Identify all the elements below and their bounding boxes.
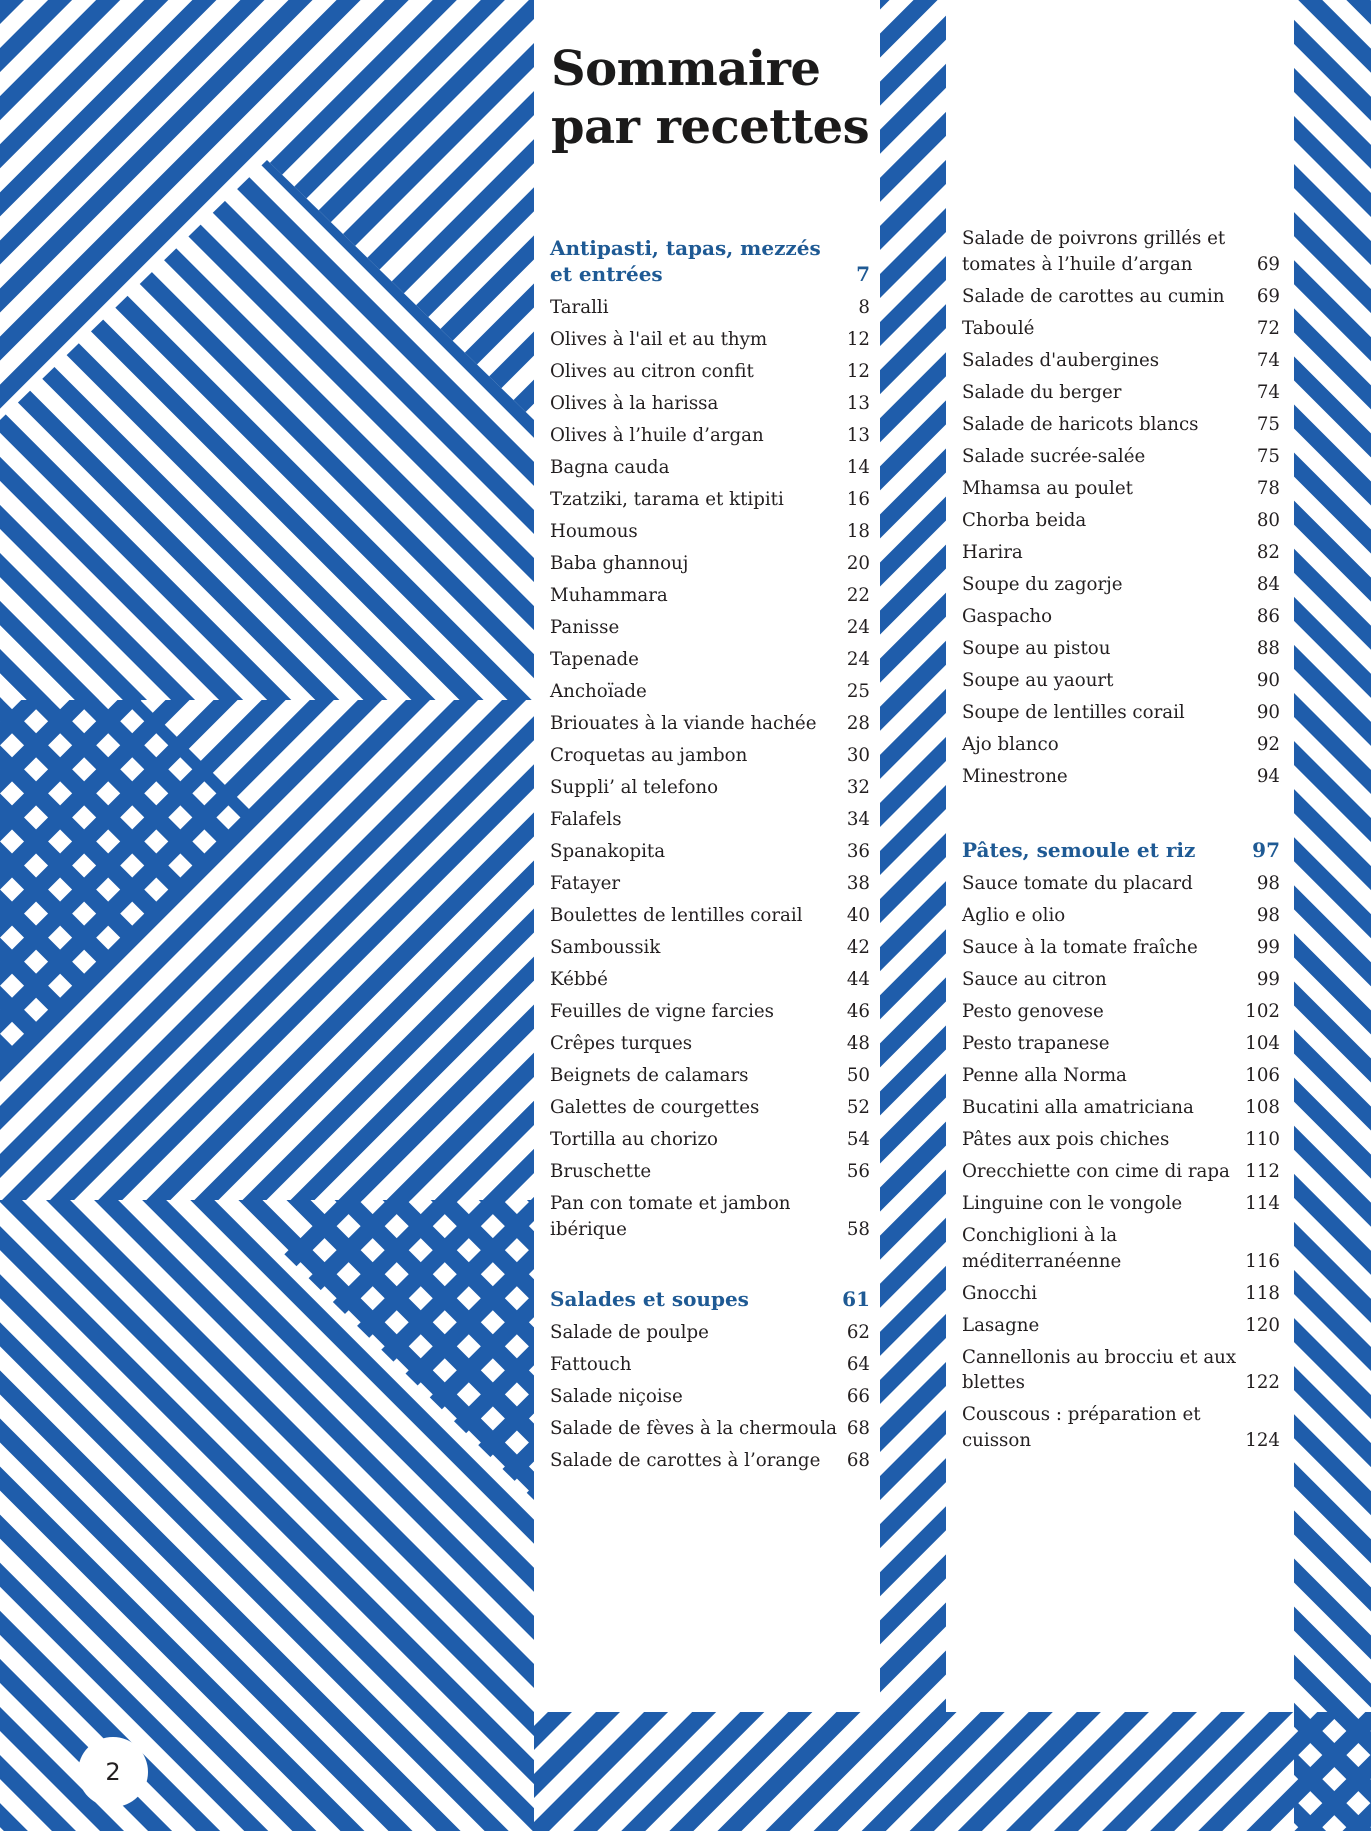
toc-entry-title: Fattouch [550,1354,632,1375]
toc-entry-title: Sauce au citron [962,969,1107,990]
toc-entry-page: 52 [846,1097,870,1118]
toc-entry-page: 46 [846,1001,870,1022]
toc-entry-page: 50 [846,1065,870,1086]
toc-entry-page: 14 [846,457,870,478]
toc-entry[interactable] [962,1127,1280,1153]
toc-entry-title: Samboussik [550,937,661,958]
toc-entry-title: Tapenade [550,649,639,670]
toc-entry[interactable] [962,572,1280,598]
toc-entry-page: 38 [846,873,870,894]
toc-entry-page: 92 [1256,733,1280,755]
toc-entry[interactable] [550,647,870,673]
title-line-2: par recettes [551,99,870,155]
toc-entry-title: Salade niçoise [550,1386,683,1407]
toc-entry-title: Cannellonis au brocciu et aux blettes [962,1346,1237,1393]
toc-entry[interactable] [550,743,870,769]
toc-entry-title: Olives à l’huile d’argan [550,425,764,446]
toc-entry-page: 118 [1245,1282,1280,1304]
toc-entry-page: 114 [1245,1193,1280,1214]
toc-entry-page: 98 [1256,873,1280,894]
toc-entry[interactable] [962,1281,1280,1307]
toc-entry[interactable] [550,1191,870,1242]
page-number-badge [78,1737,148,1807]
toc-entry-title: Salade de carottes au cumin [962,285,1225,307]
toc-entry-page: 42 [846,937,870,958]
toc-entry[interactable] [962,903,1280,929]
toc-entry-page: 12 [846,329,870,350]
toc-entry-page: 56 [846,1161,870,1182]
toc-entry-page: 68 [846,1450,870,1471]
salades-items [550,1320,870,1474]
toc-entry[interactable] [962,871,1280,897]
toc-entry-title: Crêpes turques [550,1033,693,1054]
toc-entry[interactable] [550,839,870,865]
toc-entry-page: 98 [1256,905,1280,926]
toc-entry-title: Briouates à la viande hachée [550,713,817,734]
toc-entry[interactable] [962,412,1280,438]
toc-entry[interactable] [550,775,870,801]
toc-entry-page: 74 [1256,349,1280,371]
page-title [551,40,881,156]
toc-entry[interactable] [962,476,1280,502]
toc-entry-page: 44 [846,969,870,990]
toc-entry-title: Gnocchi [962,1282,1038,1304]
toc-entry-title: Feuilles de vigne farcies [550,1001,774,1022]
toc-entry[interactable] [962,967,1280,993]
toc-entry-title: Salade sucrée-salée [962,445,1146,467]
toc-entry[interactable] [550,327,870,353]
toc-entry-page: 99 [1256,937,1280,958]
toc-entry-title: Muhammara [550,585,668,606]
toc-entry-title: Salade du berger [962,381,1122,403]
toc-entry-title: Tzatziki, tarama et ktipiti [550,489,784,510]
toc-entry-title: Sauce tomate du placard [962,873,1193,894]
toc-entry-title: Falafels [550,809,622,830]
toc-entry-title: Olives à la harissa [550,393,719,414]
left-toc-list [550,235,870,1480]
toc-entry[interactable] [962,284,1280,310]
toc-entry-page: 108 [1245,1097,1280,1118]
toc-entry-title: Minestrone [962,765,1068,787]
toc-entry-page: 122 [1245,1372,1280,1393]
toc-entry-page: 24 [846,649,870,670]
toc-entry[interactable] [962,636,1280,662]
toc-entry[interactable] [550,1448,870,1474]
toc-entry[interactable] [962,1031,1280,1057]
toc-entry[interactable] [550,1095,870,1121]
toc-entry-title: Bagna cauda [550,457,670,478]
toc-entry-page: 22 [846,585,870,606]
toc-entry[interactable] [550,519,870,545]
toc-entry-title: Mhamsa au poulet [962,477,1133,499]
toc-entry-page: 106 [1245,1065,1280,1086]
toc-entry[interactable] [550,871,870,897]
toc-entry-title: Galettes de courgettes [550,1097,760,1118]
toc-entry-page: 74 [1256,381,1280,403]
toc-entry[interactable] [550,1352,870,1378]
toc-entry-title: Pesto trapanese [962,1033,1110,1054]
toc-entry[interactable] [550,487,870,513]
toc-entry[interactable] [550,1320,870,1346]
toc-entry[interactable] [550,967,870,993]
toc-entry-title: Kébbé [550,969,608,990]
toc-entry-page: 72 [1256,317,1280,339]
toc-entry[interactable] [550,1384,870,1410]
toc-entry-page: 58 [846,1218,870,1240]
toc-entry-page: 30 [846,745,870,766]
toc-entry-title: Boulettes de lentilles corail [550,905,803,926]
toc-entry[interactable] [550,455,870,481]
toc-entry-page: 68 [846,1418,870,1439]
toc-entry-page: 20 [846,553,870,574]
toc-entry-title: Soupe du zagorje [962,573,1123,595]
toc-entry-title: Fatayer [550,873,621,894]
toc-entry[interactable] [550,807,870,833]
toc-entry[interactable] [550,295,870,321]
toc-entry-page: 13 [846,393,870,414]
toc-entry-page: 90 [1256,701,1280,723]
toc-entry-page: 24 [846,617,870,638]
toc-entry-title: Orecchiette con cime di rapa [962,1161,1230,1182]
toc-entry-title: Taralli [550,297,609,318]
toc-entry-page: 13 [846,425,870,446]
toc-entry[interactable] [962,316,1280,342]
toc-entry-page: 116 [1245,1250,1280,1272]
toc-entry-title: Gaspacho [962,605,1053,627]
toc-entry-title: Conchiglioni à la méditerranéenne [962,1225,1122,1272]
toc-entry[interactable] [550,615,870,641]
section-title-line-1: Antipasti, tapas, mezzés [550,236,821,260]
toc-entry-title: Bruschette [550,1161,652,1182]
toc-entry-page: 12 [846,361,870,382]
toc-entry-page: 82 [1256,541,1280,563]
toc-entry-title: Tortilla au chorizo [550,1129,718,1150]
toc-entry-page: 69 [1256,285,1280,307]
toc-entry-page: 90 [1256,669,1280,691]
toc-entry-title: Salade de poulpe [550,1322,709,1343]
section-page-number: 97 [1252,838,1280,862]
toc-entry-page: 62 [846,1322,870,1343]
toc-entry-title: Lasagne [962,1314,1040,1336]
toc-entry-title: Pan con tomate et jambon ibérique [550,1193,791,1240]
toc-entry-title: Baba ghannouj [550,553,689,574]
toc-entry-title: Olives à l'ail et au thym [550,329,768,350]
toc-entry-title: Salade de haricots blancs [962,413,1199,435]
toc-entry-page: 25 [846,681,870,702]
toc-entry-title: Salades d'aubergines [962,349,1160,371]
toc-entry[interactable] [962,732,1280,758]
toc-entry-title: Pâtes aux pois chiches [962,1129,1170,1150]
section-title-line-2: et entrées [550,262,663,286]
toc-entry[interactable] [962,444,1280,470]
toc-entry[interactable] [962,508,1280,534]
toc-entry[interactable] [550,935,870,961]
toc-entry[interactable] [550,903,870,929]
toc-entry-page: 28 [846,713,870,734]
toc-entry-page: 69 [1256,253,1280,275]
toc-entry[interactable] [550,1416,870,1442]
antipasti-items [550,295,870,1242]
toc-entry-title: Couscous : préparation et cuisson [962,1404,1201,1451]
toc-entry-page: 48 [846,1033,870,1054]
toc-entry[interactable] [550,359,870,385]
section-heading-pates[interactable] [962,837,1280,863]
toc-entry[interactable] [962,1159,1280,1185]
toc-entry-title: Olives au citron confit [550,361,754,382]
toc-entry[interactable] [962,348,1280,374]
section-title: Salades et soupes [550,1287,749,1311]
toc-entry[interactable] [550,999,870,1025]
toc-entry-page: 75 [1256,413,1280,435]
toc-entry-title: Houmous [550,521,638,542]
toc-entry-title: Linguine con le vongole [962,1193,1183,1214]
toc-entry[interactable] [962,1345,1280,1396]
toc-entry-title: Soupe au yaourt [962,669,1114,691]
toc-entry-page: 99 [1256,969,1280,990]
toc-entry-title: Suppli’ al telefono [550,777,719,798]
section-page-number: 61 [842,1287,870,1311]
toc-entry-page: 78 [1256,477,1280,499]
toc-entry-page: 80 [1256,509,1280,531]
section-heading-salades[interactable] [550,1286,870,1312]
toc-entry-title: Soupe au pistou [962,637,1111,659]
toc-entry-title: Beignets de calamars [550,1065,749,1086]
toc-entry-page: 36 [846,841,870,862]
toc-entry-page: 86 [1256,605,1280,627]
title-line-1: Sommaire [551,41,821,97]
toc-entry-title: Sauce à la tomate fraîche [962,937,1198,958]
toc-entry[interactable] [962,604,1280,630]
toc-entry[interactable] [550,423,870,449]
pates-items [962,871,1280,1453]
toc-entry[interactable] [962,226,1280,277]
toc-entry[interactable] [962,700,1280,726]
toc-entry[interactable] [550,679,870,705]
toc-entry-page: 94 [1256,765,1280,787]
toc-entry[interactable] [550,583,870,609]
toc-entry[interactable] [962,935,1280,961]
toc-entry-page: 88 [1256,637,1280,659]
toc-entry-page: 18 [846,521,870,542]
toc-entry-page: 75 [1256,445,1280,467]
section-heading-antipasti[interactable] [550,235,870,287]
page-number: 2 [105,1758,121,1786]
toc-entry-page: 102 [1245,1001,1280,1022]
toc-entry-title: Salade de fèves à la chermoula [550,1418,837,1439]
toc-entry-title: Taboulé [962,317,1035,339]
toc-entry-page: 40 [846,905,870,926]
toc-entry[interactable] [962,1313,1280,1339]
toc-entry-page: 124 [1245,1429,1280,1451]
right-toc-list [962,226,1280,1460]
toc-entry-page: 66 [846,1386,870,1407]
toc-entry-page: 84 [1256,573,1280,595]
toc-entry-title: Pesto genovese [962,1001,1104,1022]
toc-entry-title: Salade de poivrons grillés et tomates à l’huile d’argan [962,228,1226,275]
toc-entry-page: 120 [1245,1314,1280,1336]
toc-entry[interactable] [550,1127,870,1153]
salades-continued-items [962,226,1280,789]
toc-entry[interactable] [550,1159,870,1185]
toc-entry[interactable] [962,1191,1280,1217]
toc-entry-title: Ajo blanco [962,733,1059,755]
toc-entry-page: 16 [846,489,870,510]
section-page-number: 7 [856,262,870,286]
toc-entry-title: Anchoïade [550,681,647,702]
toc-entry[interactable] [962,1402,1280,1453]
toc-entry-page: 64 [846,1354,870,1375]
toc-entry-title: Spanakopita [550,841,666,862]
section-title: Pâtes, semoule et riz [962,838,1196,862]
toc-entry-title: Bucatini alla amatriciana [962,1097,1194,1118]
toc-entry-page: 34 [846,809,870,830]
toc-entry-page: 54 [846,1129,870,1150]
toc-entry-page: 32 [846,777,870,798]
toc-entry-page: 112 [1245,1161,1280,1182]
toc-entry-title: Harira [962,541,1023,563]
toc-entry[interactable] [550,1031,870,1057]
toc-entry[interactable] [962,1095,1280,1121]
toc-entry-title: Chorba beida [962,509,1087,531]
toc-entry[interactable] [962,1223,1280,1274]
toc-entry[interactable] [550,391,870,417]
toc-entry-title: Croquetas au jambon [550,745,748,766]
toc-entry[interactable] [550,1063,870,1089]
toc-entry-title: Soupe de lentilles corail [962,701,1185,723]
toc-entry[interactable] [962,1063,1280,1089]
toc-entry[interactable] [962,380,1280,406]
toc-entry[interactable] [550,551,870,577]
toc-entry-title: Aglio e olio [962,905,1066,926]
toc-entry-title: Penne alla Norma [962,1065,1127,1086]
toc-entry-title: Salade de carottes à l’orange [550,1450,821,1471]
toc-entry[interactable] [962,540,1280,566]
toc-entry[interactable] [962,764,1280,790]
toc-entry-page: 104 [1245,1033,1280,1054]
toc-entry[interactable] [962,668,1280,694]
toc-entry-page: 110 [1245,1129,1280,1150]
toc-entry-title: Panisse [550,617,620,638]
toc-entry[interactable] [962,999,1280,1025]
toc-entry[interactable] [550,711,870,737]
toc-entry-page: 8 [858,297,870,318]
